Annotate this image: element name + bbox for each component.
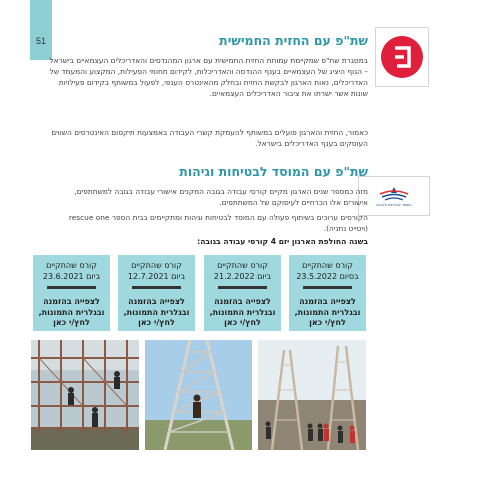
section1-paragraph-2: כאמור, החזית והארגון פועלים במשותף להעמקת קשרי העבודה באמצעות תיקסום האינטרסים השווים העוסקים בענף האדריכלים בישראל. (51, 128, 368, 148)
card-divider (303, 286, 352, 289)
section2-title: שת"פ עם המוסד לבטיחות וגיהות (179, 164, 368, 179)
courses-summary: בשנה החולפת הארגון יזם 4 קורסי עבודה בגובה: (197, 237, 368, 246)
course-gallery-link[interactable]: לצפייה בהזמנה ובגלרית התמונות, לחץ/י כאן (123, 297, 190, 327)
section1-title: שת"פ עם החזית החמישית (219, 33, 368, 48)
course-date: קורס שהתקיים ביום 23.6.2021 (42, 261, 101, 281)
card-divider (218, 286, 267, 289)
course-photo-scaffold (31, 340, 139, 450)
safety-institute-emblem-icon (377, 186, 411, 202)
course-gallery-link[interactable]: לצפייה בהזמנה ובגלרית התמונות, לחץ/י כאן (38, 297, 105, 327)
page-number: 51 (36, 36, 47, 46)
course-date: קורס שהתקיים ביום 21.2.2022 (213, 261, 272, 281)
fifth-front-logo (375, 27, 429, 87)
section2-paragraph-2: הקורסים ערוכים בשיתוף פעולה עם המוסד לבטיחות וגיהות ומתקיימים בבית הספר rescue one (ויטייט נתניה). (68, 213, 368, 233)
page-tab (30, 0, 52, 60)
course-gallery-link[interactable]: לצפייה בהזמנה ובגלרית התמונות, לחץ/י כאן (294, 297, 361, 327)
card-divider (132, 286, 181, 289)
course-card[interactable] (118, 255, 195, 331)
course-date: קורס שהתקיים ביום 12.7.2021 (127, 261, 186, 281)
section2-paragraph-1: מזה כמספר שנים הארגון מקיים קורסי עבודה בגובה המקנים אישורי עבודה בגובה למשתתפים, אישורים אלו הכרחיים לעיסוקם של המשתתפים. (74, 187, 368, 207)
course-photo-group (258, 340, 366, 450)
course-card[interactable] (33, 255, 110, 331)
section1-paragraph-1: במסגרת שת"פ שמקיימת עמותת החזית החמישית עם ארגון המהנדסים והאדריכלים העצמאיים בישראל – הגוף היציג של העצמאיים בענף ההנדסה והאדריכלות, לקידום תחומי הפעילות, המקצוע והמעמד של האדריכלים, נאות הארגון לבקשת החזית ובחלק מהאינטרס הענפי, לפעול במשותף בקידום פעילויות שונות אשר ישרתו את ציבור האדריכלים העצמאיים. (49, 56, 368, 98)
course-gallery-link[interactable]: לצפייה בהזמנה ובגלרית התמונות, לחץ/י כאן (209, 297, 276, 327)
safety-institute-logo-text: המוסד לבטיחות ולגיהות (376, 202, 412, 207)
course-card[interactable] (289, 255, 366, 331)
course-card[interactable] (204, 255, 281, 331)
course-photo-tower (145, 340, 252, 450)
card-divider (47, 286, 96, 289)
fifth-front-logo-icon (381, 36, 423, 78)
course-date: קורס שהתקיים בסיום 23.5.2022 (296, 261, 359, 281)
safety-institute-logo (358, 176, 430, 216)
